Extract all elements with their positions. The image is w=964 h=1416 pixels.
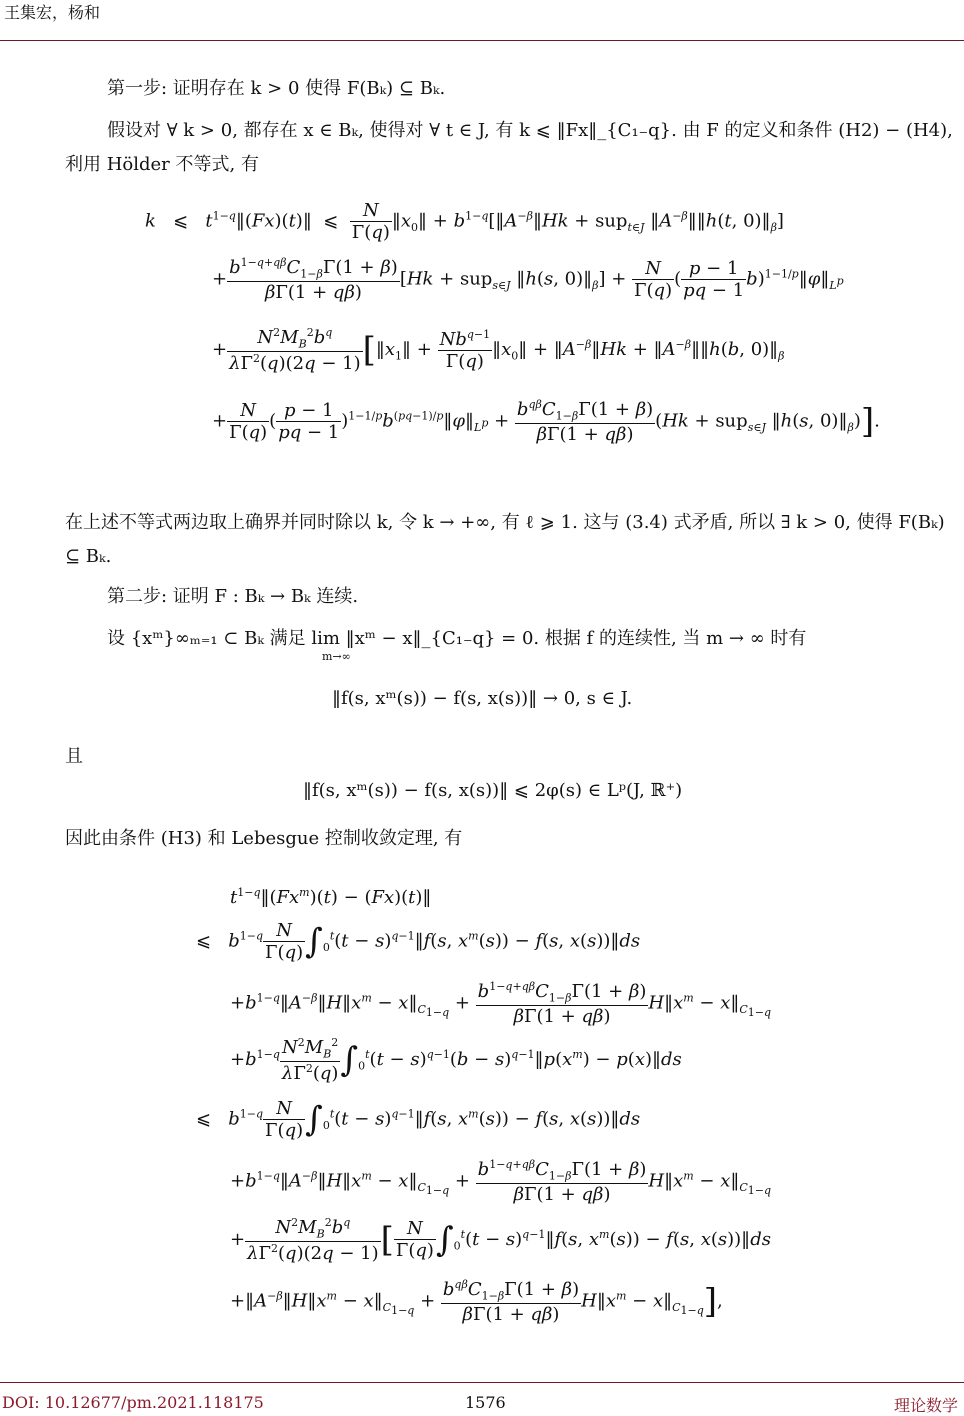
derivation-line-7: + $\frac{N^2M_B^2b^q}{\lambda\Gamma^2(q)(2q - 1)}$ [ $\frac{N}{\Gamma(q)}$ $\int_0^t(t$ − $s)^{q-1}‖f(s$, $x^m(s)) - f(s$, x(s))‖ds (230, 1216, 771, 1264)
and-word: 且 (65, 746, 83, 767)
dominated-bound-equation: ‖f(s, xᵐ(s)) − f(s, x(s))‖ ⩽ 2φ(s) ∈ Lᵖ(J, ℝ⁺) (303, 780, 683, 801)
convergence-equation: ‖f(s, xᵐ(s)) − f(s, x(s))‖ → 0, s ∈ J. (332, 688, 633, 709)
derivation-line-4: $+b^{1-q}$ $\frac{N^2M_B^2}{\lambda\Gamma^2(q)}$ $\int_0^t(t - s)^{q-1}(b$ − $s)^{q-1}‖p(x^m)$ − p(x)‖ds (230, 1036, 682, 1084)
inequality-line-1: k ⩽ $t^{1-q}‖(Fx)(t)‖$ ⩽ $\frac{N}{\Gamma(q)}$ $‖x_0‖$ + $b^{1-q}[‖A^{-\beta}‖Hk + sup_{t\in J}$ $‖A^{-\beta}‖‖h(t$, $0)‖_\beta$] (145, 200, 784, 243)
doi-link[interactable]: DOI: 10.12677/pm.2021.118175 (2, 1393, 264, 1412)
derivation-line-3: $+b^{1-q}‖A^{-\beta}‖H‖x^m$ − $x‖_{C_{1-q}}$ + $\frac{b^{1-q+q\beta}C_{1-\beta}\Gamma(1 + \beta)}{\beta\Gamma(1 + q\beta)}$ $H‖x^m$ − $x‖_{C_{1-q}}$ (230, 980, 772, 1027)
derivation-line-1: $t^{1-q}‖(Fx^m)(t)$ − (Fx)(t)‖ (230, 886, 432, 908)
sup-paragraph: 在上述不等式两边取上确界并同时除以 k, 令 k → +∞, 有 ℓ ⩾ 1. 这与 (3.4) 式矛盾, 所以 ∃ k > 0, 使得 F(Bₖ) ⊆ Bₖ. (65, 512, 945, 567)
inequality-line-2: + $\frac{b^{1-q+q\beta}C_{1-\beta}\Gamma(1 + \beta)}{\beta\Gamma(1 + q\beta)}$ [Hk + sup$_{s\in J}$ ‖h(s, $0)‖_\beta$] + $\frac{N}{\Gamma(q)}$ ( $\frac{p - 1}{pq - 1}$ $b)^{1-1/p}‖\varphi‖_{L^p}$ (212, 256, 844, 303)
step2-text: 第二步: 证明 F : Bₖ → Bₖ 连续. (107, 586, 359, 607)
footer-rule (0, 1382, 964, 1383)
derivation-line-5: ⩽ $b^{1-q}$ $\frac{N}{\Gamma(q)}$ $\int_0^t(t$ − $s)^{q-1}‖f(s$, $x^m(s)) - f(s$, x(s))‖ds (196, 1098, 641, 1141)
assumption-paragraph: 假设对 ∀ k > 0, 都存在 x ∈ Bₖ, 使得对 ∀ t ∈ J, 有 k ⩽ ‖Fx‖_{C₁₋q}. 由 F 的定义和条件 (H2) − (H4), 利用 Hölder 不等式, 有 (65, 120, 953, 175)
running-header: 王集宏，杨和 (4, 3, 101, 22)
sequence-paragraph: 设 {xᵐ}∞ₘ₌₁ ⊂ Bₖ 满足 lim ‖xᵐ − x‖_{C₁₋q} = 0. 根据 f 的连续性, 当 m → ∞ 时有 (107, 628, 807, 649)
journal-name: 理论数学 (893, 1396, 958, 1415)
step1-text: 第一步: 证明存在 k > 0 使得 F(Bₖ) ⊆ Bₖ. (107, 78, 446, 99)
inequality-line-3: + $\frac{N^2M_B^2b^q}{\lambda\Gamma^2(q)(2q - 1)}$ [$‖x_1‖$ + $\frac{Nb^{q-1}}{\Gamma(q)}$ $‖x_0‖$ + $‖A^{-\beta}‖Hk$ + $‖A^{-\beta}‖‖h(b$, $0)‖_\beta$ (212, 326, 785, 374)
header-rule (0, 40, 964, 41)
lebesgue-paragraph: 因此由条件 (H3) 和 Lebesgue 控制收敛定理, 有 (65, 828, 463, 849)
limit-subscript: m→∞ (322, 650, 351, 663)
derivation-line-2: ⩽ $b^{1-q}$ $\frac{N}{\Gamma(q)}$ $\int_0^t(t$ − $s)^{q-1}‖f(s$, $x^m(s)) - f(s$, x(s))‖ds (196, 920, 641, 963)
page-number: 1576 (465, 1393, 506, 1412)
inequality-line-4: + $\frac{N}{\Gamma(q)}$ ( $\frac{p - 1}{pq - 1}$ )$^{1-1/p}b^{(pq-1)/p}‖\varphi‖_{L^p}$ + $\frac{b^{q\beta}C_{1-\beta}\Gamma(1 + \beta)}{\beta\Gamma(1 + q\beta)}$ (Hk + sup$_{s\in J}$ ‖h(s, $0)‖_\beta$)]. (212, 398, 880, 445)
derivation-line-8: $+‖A^{-\beta}‖H‖x^m$ − $x‖_{C_{1-q}}$ + $\frac{b^{q\beta}C_{1-\beta}\Gamma(1 + \beta)}{\beta\Gamma(1 + q\beta)}$ $H‖x^m$ − $x‖_{C_{1-q}}$], (230, 1278, 723, 1325)
derivation-line-6: $+b^{1-q}‖A^{-\beta}‖H‖x^m$ − $x‖_{C_{1-q}}$ + $\frac{b^{1-q+q\beta}C_{1-\beta}\Gamma(1 + \beta)}{\beta\Gamma(1 + q\beta)}$ $H‖x^m$ − $x‖_{C_{1-q}}$ (230, 1158, 772, 1205)
